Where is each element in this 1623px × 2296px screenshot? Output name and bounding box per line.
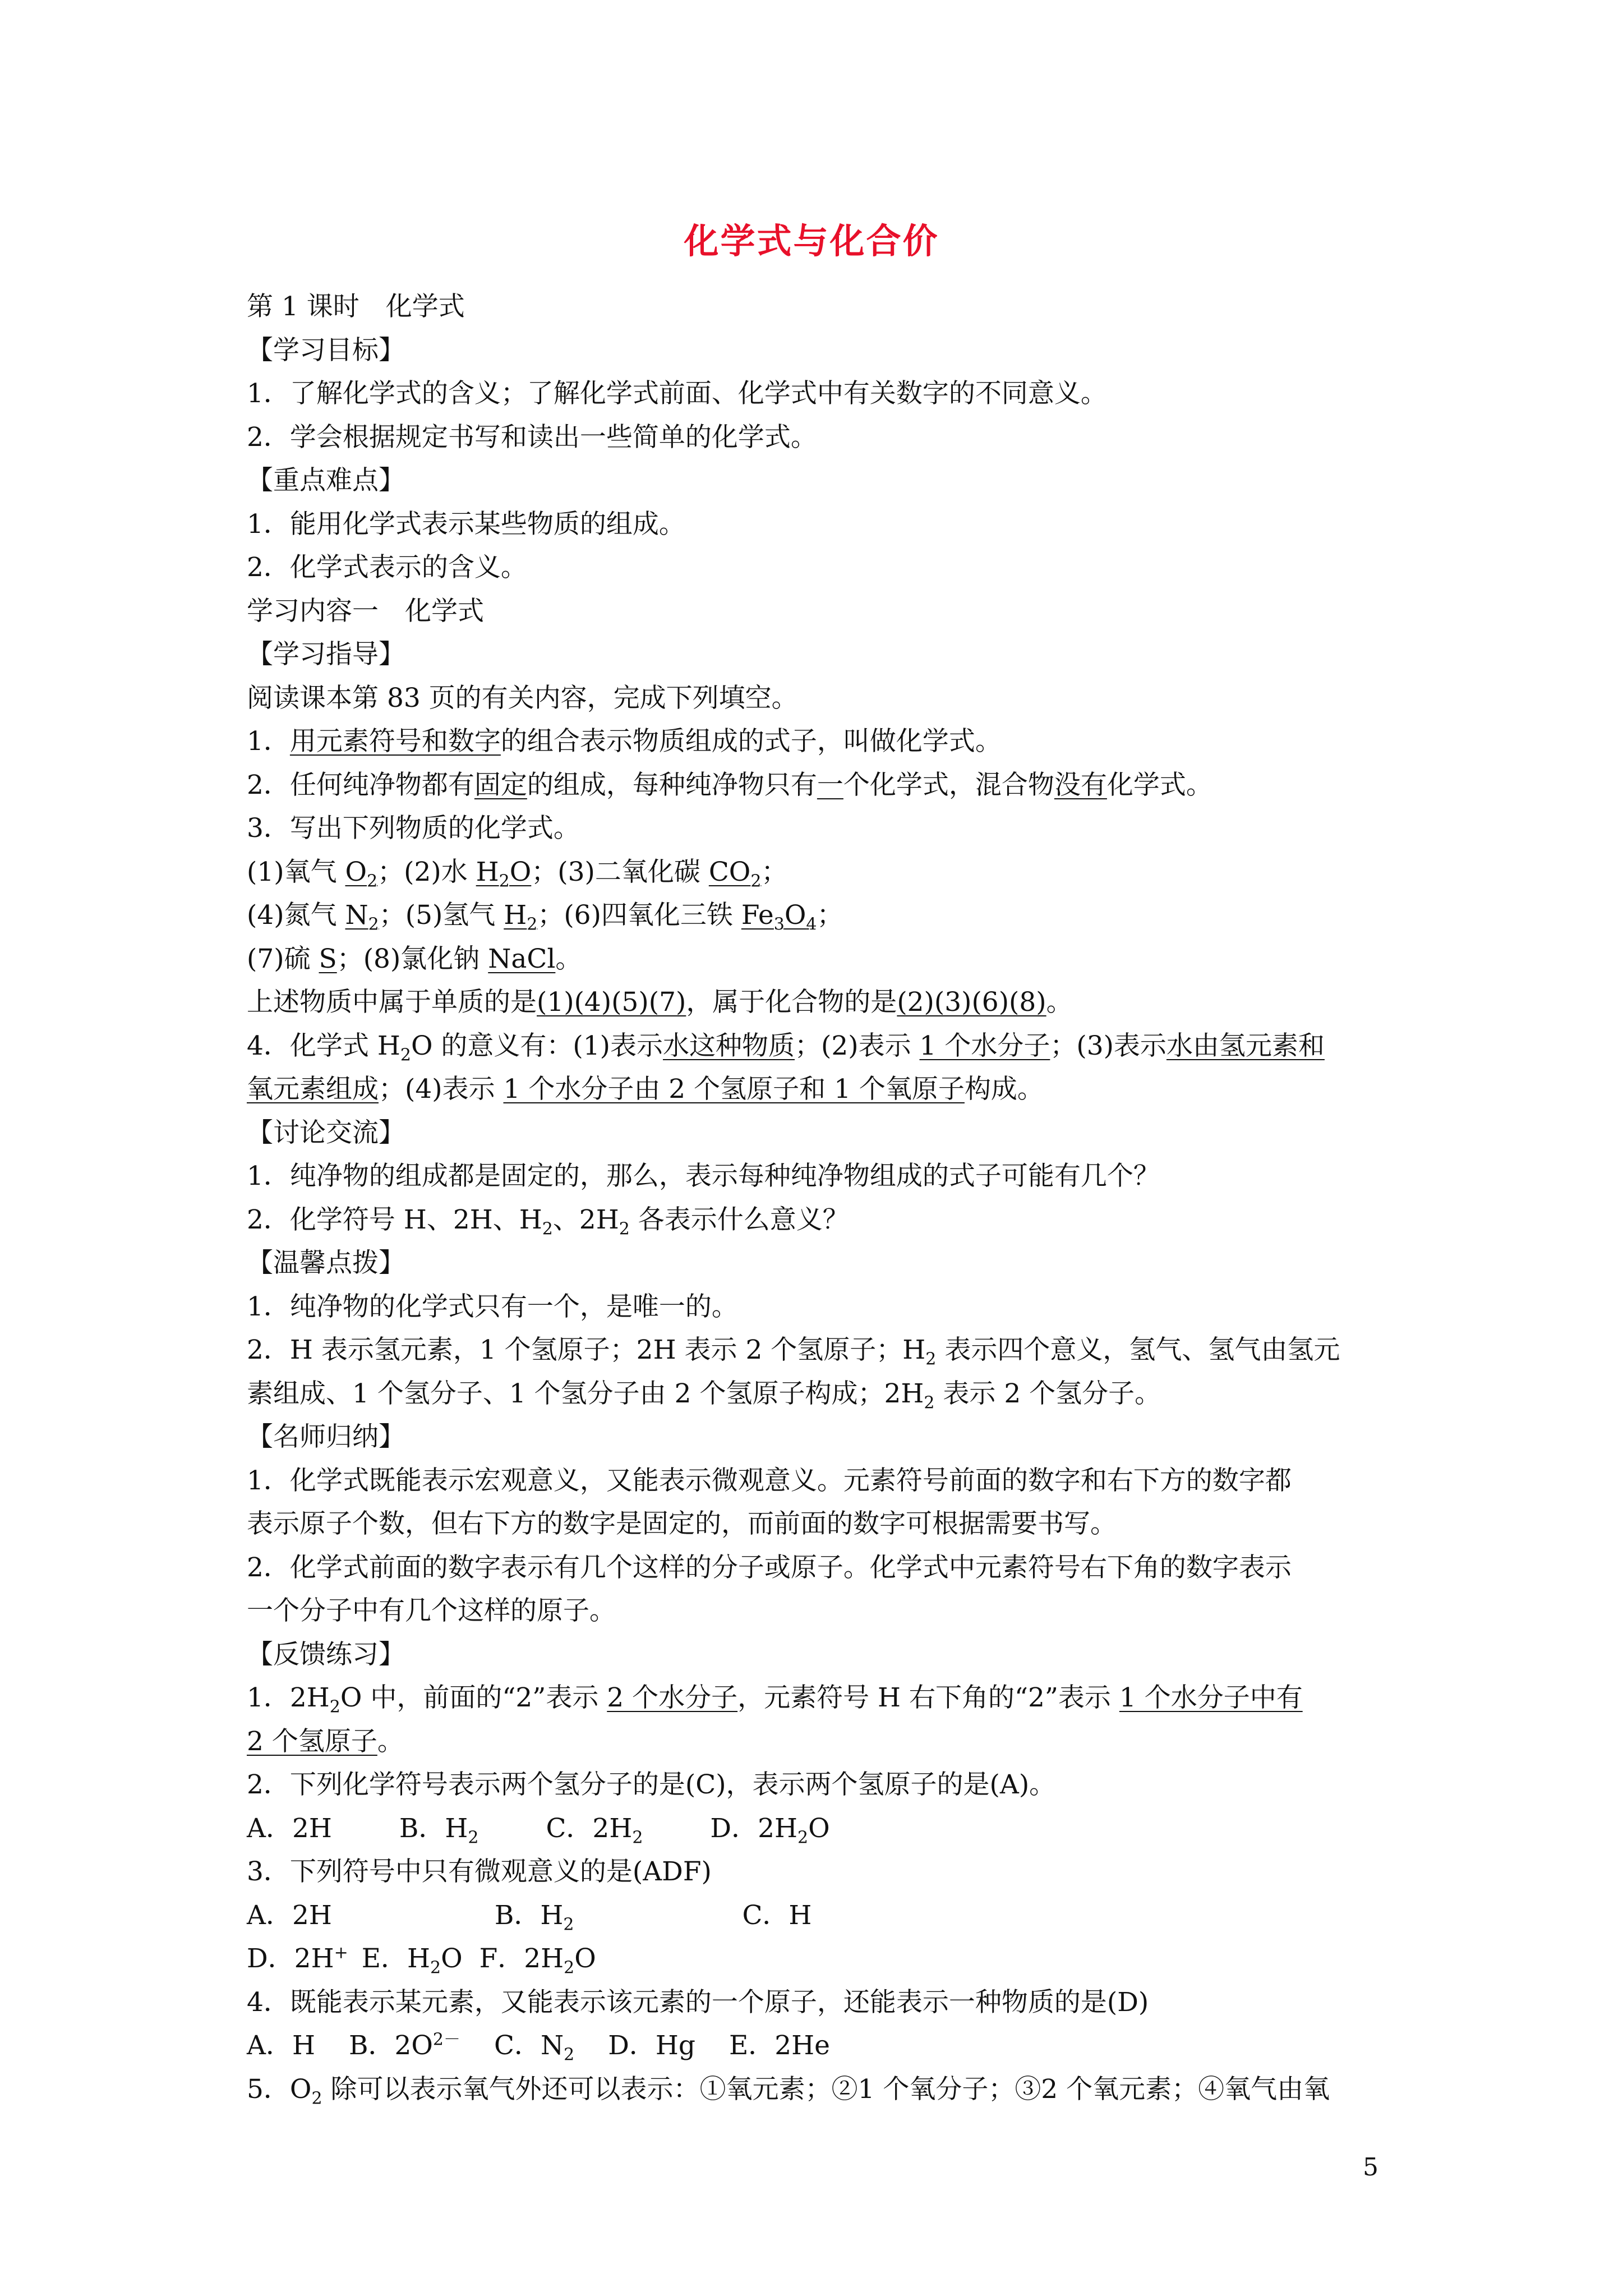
text: 2．任何纯净物都有: [247, 769, 474, 800]
paragraph: 2．化学式前面的数字表示有几个这样的分子或原子。化学式中元素符号右下角的数字表示: [247, 1552, 1292, 1583]
paragraph: 1．能用化学式表示某些物质的组成。: [247, 508, 685, 540]
lesson-heading: 第 1 课时 化学式: [247, 291, 465, 322]
answer-blank: 2 个水分子: [607, 1682, 738, 1713]
option-e: E．$H_2O$: [361, 1943, 463, 1978]
text: ；(2)表示: [795, 1030, 920, 1061]
text: 上述物质中属于单质的是: [247, 987, 537, 1018]
text: (7)硫: [247, 943, 319, 974]
practice-item-1: [247, 1676, 1391, 1720]
fill-in-item-2: [247, 763, 1391, 807]
section-heading-tips: 【温馨点拨】: [247, 1248, 405, 1278]
choice-options: [247, 2024, 1391, 2068]
paragraph: 1．了解化学式的含义；了解化学式前面、化学式中有关数字的不同意义。: [247, 378, 1107, 409]
option-b: B．$H_2$: [494, 1899, 574, 1934]
practice-item-5: 5．$O_2$ 除可以表示氧气外还可以表示：①氧元素；②1 个氧分子；③2 个氧元素；④氧气由氧: [247, 2073, 1330, 2108]
text: ；(3)表示: [1050, 1030, 1166, 1061]
meaning-line-1: [247, 1024, 1391, 1068]
answer-blank: 固定: [474, 769, 527, 800]
text: ；: [817, 900, 843, 931]
text: 的组成，每种纯净物只有: [527, 769, 817, 800]
paragraph: 1．纯净物的化学式只有一个，是唯一的。: [247, 1291, 738, 1322]
fill-in-item-1: [247, 720, 1391, 763]
option-e: E．2He: [728, 2030, 830, 2061]
answer-blank: (2)(3)(6)(8): [897, 987, 1046, 1018]
page-title: 化学式与化合价: [684, 220, 939, 261]
option-d: D．Hg: [608, 2030, 695, 2061]
text: ；(5)氢气: [379, 900, 504, 931]
answer-blank: 没有: [1054, 769, 1107, 800]
option-f: F．$2H_2O$: [479, 1943, 596, 1978]
section-heading-objectives: 【学习目标】: [247, 334, 405, 366]
section-heading-discussion: 【讨论交流】: [247, 1117, 405, 1148]
text: ，属于化合物的是: [686, 987, 897, 1018]
option-a: A．2H: [247, 1812, 332, 1844]
paragraph: 2．H 表示氢元素，1 个氢原子；2H 表示 2 个氢原子；$H_2$ 表示四个意义，氢气、氢气由氢元: [247, 1335, 1340, 1369]
formula-answer: $H_2$: [504, 900, 538, 935]
paragraph: 阅读课本第 83 页的有关内容，完成下列填空。: [247, 682, 798, 714]
content-heading: 学习内容一 化学式: [247, 595, 484, 627]
text: 1．$2H_2O$ 中，前面的“2”表示: [247, 1682, 607, 1717]
paragraph: 一个分子中有几个这样的原子。: [247, 1595, 616, 1626]
text: 化学式。: [1106, 769, 1212, 800]
practice-item-3: 3．下列符号中只有微观意义的是(ADF): [247, 1856, 712, 1887]
paragraph: 素组成、1 个氢分子、1 个氢分子由 2 个氢原子构成；$2H_2$ 表示 2 个氢分子。: [247, 1378, 1161, 1412]
option-d: D．2H+: [247, 1943, 348, 1974]
option-a: A．2H: [247, 1899, 332, 1931]
paragraph: 2．化学符号 H、2H、$H_2$、$2H_2$ 各表示什么意义？: [247, 1204, 849, 1239]
formula-line-2: [247, 894, 1391, 937]
document-body: [247, 285, 1391, 2111]
paragraph: 3．写出下列物质的化学式。: [247, 813, 580, 844]
option-b: B．$2O^{2-}$: [348, 2030, 461, 2061]
text: 。: [555, 943, 582, 974]
section-heading-key-points: 【重点难点】: [247, 465, 405, 496]
option-a: A．H: [247, 2030, 315, 2061]
formula-line-3: [247, 937, 1391, 981]
paragraph: 1．纯净物的组成都是固定的，那么，表示每种纯净物组成的式子可能有几个？: [247, 1161, 1160, 1191]
answer-blank: 水这种物质: [663, 1030, 795, 1061]
text: 个化学式，混合物: [843, 769, 1054, 800]
choice-options: [247, 1937, 1391, 1981]
text: (1)氧气: [247, 856, 345, 887]
answer-blank: 一: [817, 769, 843, 800]
text: ；(3)二氧化碳: [531, 856, 709, 887]
choice-options: [247, 1894, 1391, 1938]
answer-blank: 1 个水分子中有: [1119, 1682, 1303, 1713]
paragraph: 表示原子个数，但右下方的数字是固定的，而前面的数字可根据需要书写。: [247, 1508, 1117, 1539]
answer-blank: 用元素符号和数字: [289, 726, 501, 757]
paragraph: 2．化学式表示的含义。: [247, 552, 527, 583]
practice-item-1-cont: [247, 1720, 1391, 1764]
text: 。: [377, 1726, 404, 1757]
text: ；(2)水: [377, 856, 476, 887]
section-heading-summary: 【名师归纳】: [247, 1421, 405, 1452]
classification-line: [247, 981, 1391, 1024]
text: ，元素符号 H 右下角的“2”表示: [737, 1682, 1119, 1713]
text: ；(6)四氧化三铁: [537, 900, 741, 931]
option-b: B．$H_2$: [399, 1812, 479, 1847]
formula-answer: NaCl: [488, 943, 556, 974]
paragraph: 1．化学式既能表示宏观意义，又能表示微观意义。元素符号前面的数字和右下方的数字都: [247, 1465, 1292, 1496]
answer-blank: 氧元素组成: [247, 1074, 379, 1105]
answer-blank: 2 个氢原子: [247, 1726, 377, 1757]
formula-answer: $CO_2$: [708, 856, 762, 891]
practice-item-4: 4．既能表示某元素，又能表示该元素的一个原子，还能表示一种物质的是(D): [247, 1986, 1149, 2018]
meaning-line-2: [247, 1068, 1391, 1111]
text: (4)氮气: [247, 900, 345, 931]
formula-answer: $Fe_3O_4$: [741, 900, 817, 935]
formula-line-1: [247, 850, 1391, 894]
answer-blank: 水由氢元素和: [1166, 1030, 1325, 1061]
text: ；(8)氯化钠: [336, 943, 488, 974]
answer-blank: 1 个水分子: [919, 1030, 1050, 1061]
answer-blank: (1)(4)(5)(7): [537, 987, 686, 1018]
page-number: 5: [1363, 2153, 1378, 2182]
formula-answer: $N_2$: [345, 900, 379, 935]
choice-options: [247, 1807, 1391, 1851]
text: 4．化学式 $H_2O$ 的意义有：(1)表示: [247, 1030, 663, 1065]
option-c: C．$2H_2$: [546, 1812, 643, 1847]
formula-answer: $O_2$: [345, 856, 378, 891]
practice-item-2: 2．下列化学符号表示两个氢分子的是(C)，表示两个氢原子的是(A)。: [247, 1769, 1056, 1800]
option-c: C．H: [742, 1899, 812, 1931]
answer-blank: 1 个水分子由 2 个氢原子和 1 个氧原子: [503, 1074, 965, 1105]
paragraph: 2．学会根据规定书写和读出一些简单的化学式。: [247, 421, 817, 453]
text: 的组合表示物质组成的式子，叫做化学式。: [500, 726, 1002, 757]
option-c: C．$N_2$: [494, 2030, 575, 2065]
text: 。: [1046, 987, 1073, 1018]
formula-answer: S: [319, 943, 337, 974]
text: ；(4)表示: [379, 1074, 504, 1105]
section-heading-guidance: 【学习指导】: [247, 639, 405, 670]
text: ；: [761, 856, 788, 887]
text: 1．: [247, 726, 290, 757]
formula-answer: $H_2O$: [476, 856, 532, 891]
option-d: D．$2H_2O$: [710, 1812, 830, 1847]
section-heading-practice: 【反馈练习】: [247, 1639, 405, 1670]
text: 构成。: [964, 1074, 1044, 1105]
